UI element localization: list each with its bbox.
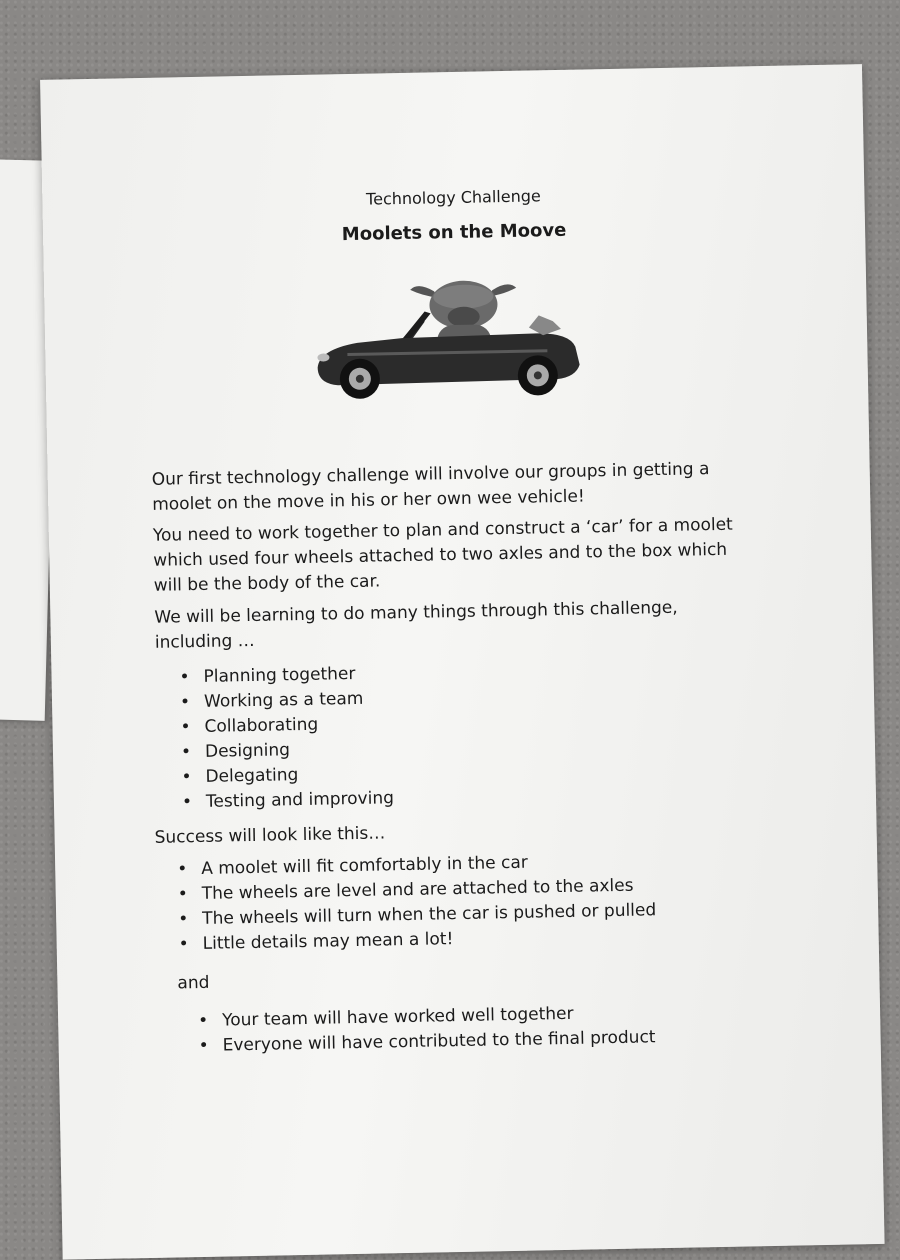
task-paragraph: You need to work together to plan and construct a ‘car’ for a moolet which used four wheels attached to two axles and to the box which will be the body of the car. [152,514,733,596]
list-item: • Collaborating [178,711,392,740]
document-content [40,64,862,1056]
moolet-car-illustration [306,264,591,409]
success-list [175,848,657,957]
list-item: • Delegating [179,761,393,790]
list-item: • Little details may mean a lot! [176,923,656,957]
list-item: • Everyone will have contributed to the final product [196,1025,655,1059]
learning-paragraph: We will be learning to do many things through this challenge, including … [154,597,678,653]
and-connector: and [177,972,210,994]
list-item: • Your team will have worked well together [196,1000,655,1034]
list-item: • Working as a team [178,686,392,715]
document-title: Moolets on the Moove [341,219,567,246]
learning-list [177,661,394,815]
list-item: • Designing [179,736,393,765]
list-item: • Planning together [177,661,391,690]
success-heading: Success will look like this… [154,823,386,848]
list-item: • The wheels will turn when the car is pushed or pulled [176,898,656,932]
document-subtitle: Technology Challenge [365,186,541,209]
team-list [196,1000,656,1059]
list-item: • A moolet will fit comfortably in the car [175,848,655,882]
challenge-sheet [40,64,885,1260]
list-item: • The wheels are level and are attached to the axles [176,873,656,907]
intro-paragraph: Our first technology challenge will involve our groups in getting a moolet on the move in his or her own wee vehicle! [151,459,710,515]
list-item: • Testing and improving [180,786,394,815]
